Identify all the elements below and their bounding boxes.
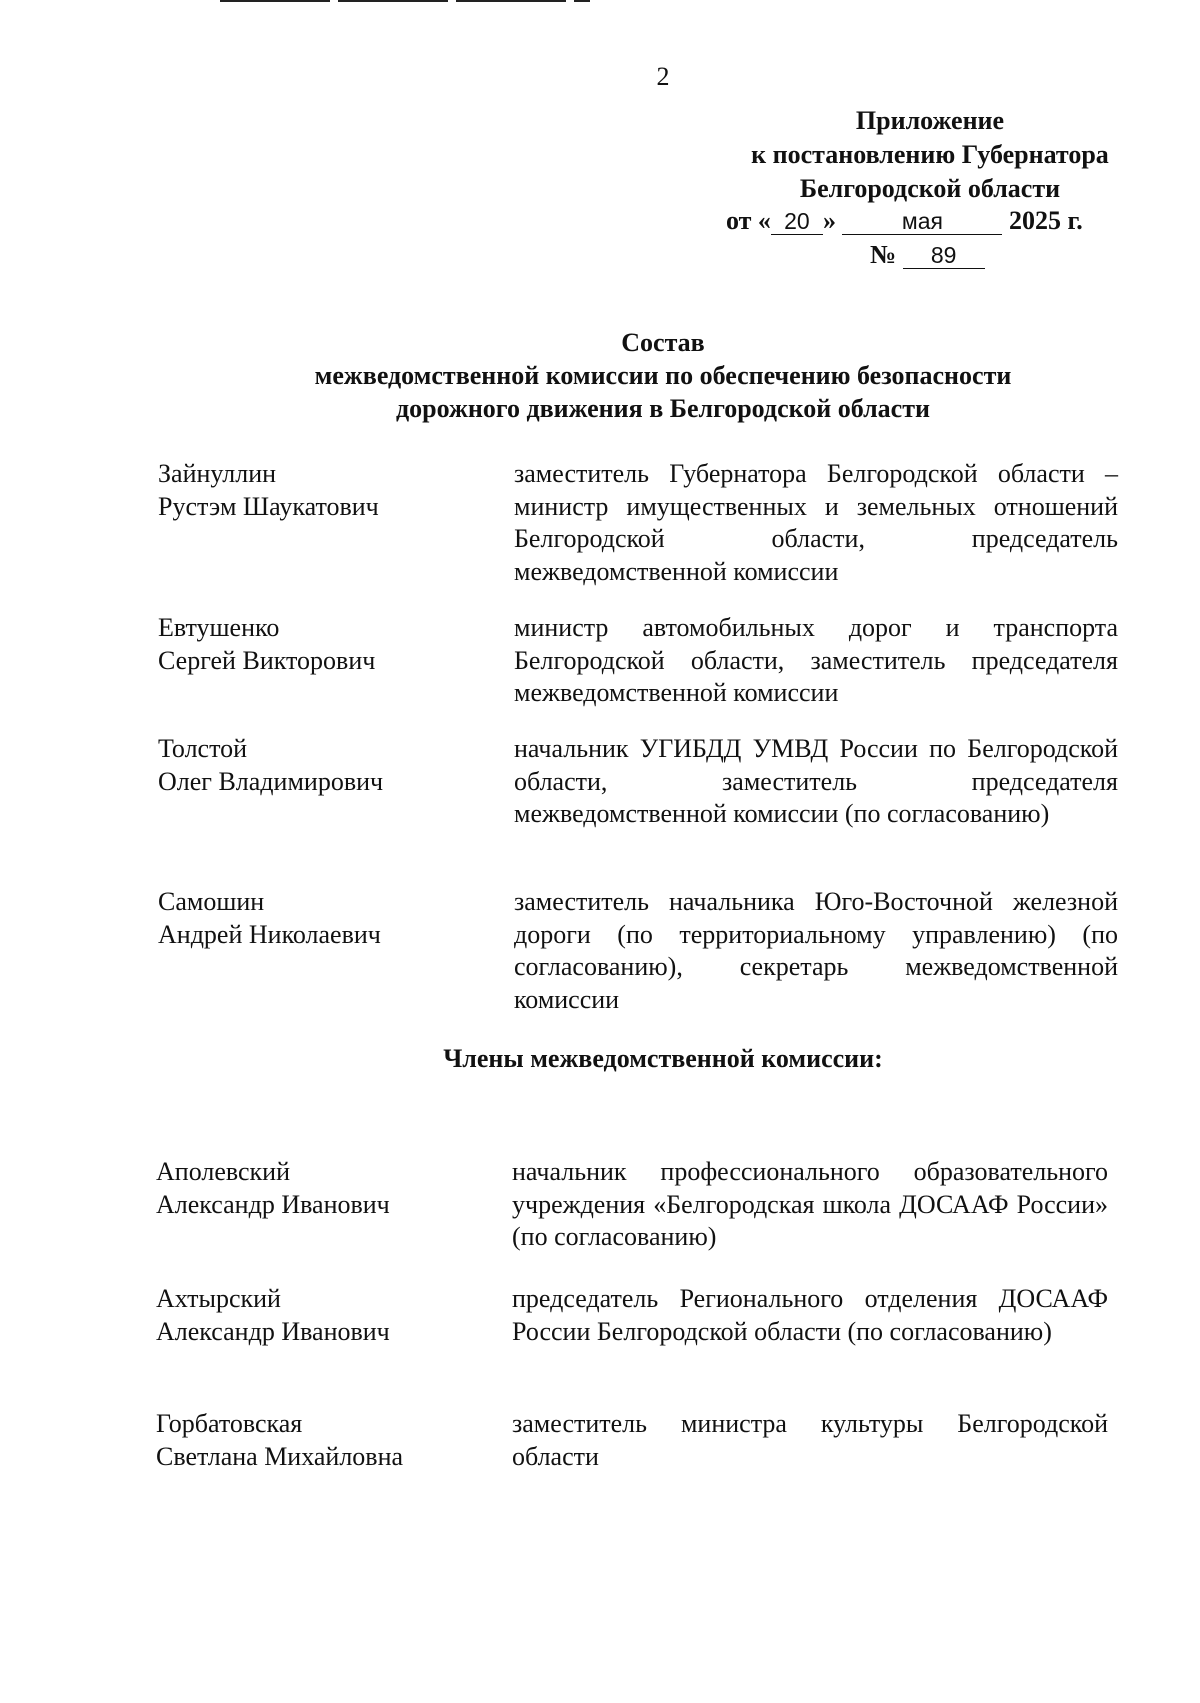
person-surname: Горбатовская <box>156 1409 303 1438</box>
title-line-3: дорожного движения в Белгородской области <box>396 394 930 423</box>
person-name <box>158 612 498 677</box>
person-surname: Аполевский <box>156 1157 290 1186</box>
person-surname: Зайнуллин <box>158 459 277 488</box>
date-month: мая <box>842 208 1002 235</box>
members-heading: Члены межведомственной комиссии: <box>443 1044 883 1073</box>
appendix-number <box>870 238 985 272</box>
person-role: председатель Регионального отделения ДОСААФ России Белгородской области (по согласованию) <box>512 1284 1108 1346</box>
appendix-label: Приложение <box>855 106 1005 135</box>
person-given-name: Александр Иванович <box>156 1316 390 1346</box>
person-role: начальник профессионального образовательного учреждения «Белгородская школа ДОСААФ России» (по согласованию) <box>512 1157 1108 1251</box>
person-role: заместитель начальника Юго-Восточной железной дороги (по территориальному управлению) (по согласованию), секретарь межведомственной комиссии <box>514 887 1118 1014</box>
person-role: начальник УГИБДД УМВД России по Белгородской области, заместитель председателя межведомственной комиссии (по согласованию) <box>514 734 1118 828</box>
person-given-name: Александр Иванович <box>156 1189 390 1219</box>
appendix-reference: к постановлению Губернатора <box>751 140 1109 169</box>
date-day: 20 <box>771 208 823 235</box>
person-name <box>156 1283 496 1348</box>
person-surname: Ахтырский <box>156 1284 281 1313</box>
person-role: заместитель Губернатора Белгородской области – министр имущественных и земельных отношений Белгородской области, председатель межведомственной комиссии <box>514 459 1118 586</box>
appendix-region: Белгородской области <box>799 174 1061 203</box>
page-number: 2 <box>656 62 670 91</box>
person-given-name: Рустэм Шаукатович <box>158 491 379 521</box>
date-year: 2025 г. <box>1008 206 1083 235</box>
person-role: заместитель министра культуры Белгородской области <box>512 1409 1108 1471</box>
person-given-name: Андрей Николаевич <box>158 919 381 949</box>
person-role: министр автомобильных дорог и транспорта Белгородской области, заместитель председателя межведомственной комиссии <box>514 613 1118 707</box>
person-name <box>156 1408 496 1473</box>
appendix-date <box>726 204 1136 238</box>
person-name <box>158 886 498 951</box>
number-value: 89 <box>903 242 985 269</box>
date-prefix: от « <box>726 206 771 235</box>
document-title <box>0 326 1200 425</box>
title-line-1: Состав <box>621 328 705 357</box>
person-name <box>158 733 498 798</box>
person-given-name: Олег Владимирович <box>158 766 384 796</box>
person-surname: Евтушенко <box>158 613 280 642</box>
appendix-header <box>720 104 1140 206</box>
person-given-name: Сергей Викторович <box>158 645 376 675</box>
number-prefix: № <box>870 240 897 269</box>
person-surname: Толстой <box>158 734 248 763</box>
person-name <box>158 458 498 523</box>
top-rule <box>220 0 590 2</box>
title-line-2: межведомственной комиссии по обеспечению безопасности <box>314 361 1012 390</box>
date-day-suffix: » <box>822 206 836 235</box>
person-given-name: Светлана Михайловна <box>156 1441 404 1471</box>
person-name <box>156 1156 496 1221</box>
person-surname: Самошин <box>158 887 265 916</box>
